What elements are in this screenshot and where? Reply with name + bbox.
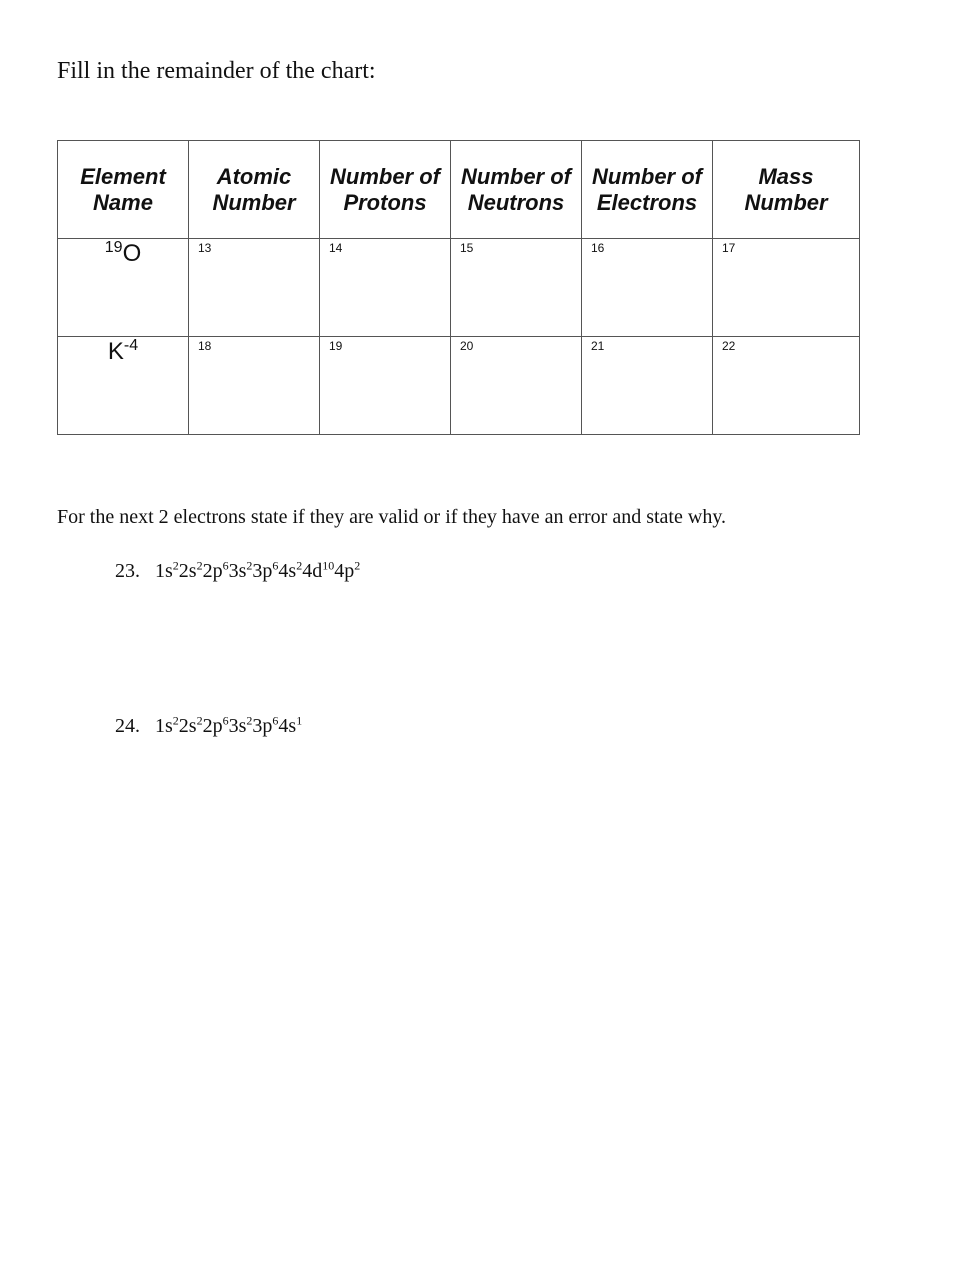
header-atomic-number: Atomic Number (189, 141, 320, 239)
question-number: 20 (460, 339, 474, 353)
answer-cell-electrons[interactable] (582, 239, 713, 337)
table-row-potassium (58, 337, 860, 435)
answer-cell-mass-number[interactable] (713, 337, 860, 435)
question-number: 23. (115, 559, 140, 582)
orbital: 3s (228, 559, 247, 582)
orbital: 4s (278, 714, 297, 737)
orbital: 3s (228, 714, 247, 737)
answer-cell-protons[interactable] (320, 239, 451, 337)
orbital-electron-count: 2 (246, 713, 253, 727)
orbital-electron-count: 2 (246, 558, 253, 572)
orbital-electron-count: 6 (272, 558, 279, 572)
question-number: 16 (591, 241, 605, 255)
orbital: 3p (252, 714, 273, 737)
orbital: 3p (252, 559, 273, 582)
header-element-name: Element Name (58, 141, 189, 239)
orbital-electron-count: 2 (196, 713, 203, 727)
orbital: 2s (178, 714, 197, 737)
table-row-oxygen (58, 239, 860, 337)
orbital-electron-count: 2 (354, 558, 361, 572)
question-24 (115, 713, 302, 738)
answer-cell-mass-number[interactable] (713, 239, 860, 337)
header-row (58, 141, 860, 239)
orbital-electron-count: 2 (172, 558, 179, 572)
question-number: 14 (329, 241, 343, 255)
question-number: 17 (722, 241, 736, 255)
orbital-electron-count: 2 (172, 713, 179, 727)
orbital: 1s (155, 559, 173, 582)
orbital-electron-count: 6 (222, 713, 229, 727)
orbital: 2s (178, 559, 197, 582)
question-number: 21 (591, 339, 605, 353)
header-number-of-electrons: Number of Electrons (582, 141, 713, 239)
orbital: 2p (202, 559, 223, 582)
electron-configuration (155, 715, 302, 737)
orbital-electron-count: 1 (296, 713, 303, 727)
answer-cell-atomic-number[interactable] (189, 337, 320, 435)
question-number: 13 (198, 241, 212, 255)
answer-cell-protons[interactable] (320, 337, 451, 435)
orbital-electron-count: 10 (322, 558, 335, 572)
orbital-electron-count: 2 (296, 558, 303, 572)
instruction-text: Fill in the remainder of the chart: (57, 58, 376, 84)
orbital-electron-count: 2 (196, 558, 203, 572)
question-intro: For the next 2 electrons state if they are valid or if they have an error and state why. (57, 506, 727, 528)
answer-cell-neutrons[interactable] (451, 239, 582, 337)
orbital: 4d (302, 559, 323, 582)
question-number: 22 (722, 339, 736, 353)
header-number-of-neutrons: Number of Neutrons (451, 141, 582, 239)
element-cell-potassium: $K^{-4}$ (58, 337, 189, 435)
question-number: 15 (460, 241, 474, 255)
header-mass-number: Mass Number (713, 141, 860, 239)
question-23 (115, 558, 360, 583)
answer-cell-neutrons[interactable] (451, 337, 582, 435)
orbital: 4p (334, 559, 355, 582)
orbital: 2p (202, 714, 223, 737)
header-number-of-protons: Number of Protons (320, 141, 451, 239)
answer-cell-atomic-number[interactable] (189, 239, 320, 337)
orbital-electron-count: 6 (272, 713, 279, 727)
question-number: 18 (198, 339, 212, 353)
question-number: 19 (329, 339, 343, 353)
orbital-electron-count: 6 (222, 558, 229, 572)
element-chart (57, 140, 860, 435)
electron-configuration (155, 560, 360, 582)
orbital: 4s (278, 559, 297, 582)
answer-cell-electrons[interactable] (582, 337, 713, 435)
element-cell-oxygen: $^{19}$O (58, 239, 189, 337)
orbital: 1s (155, 714, 173, 737)
question-number: 24. (115, 714, 140, 737)
